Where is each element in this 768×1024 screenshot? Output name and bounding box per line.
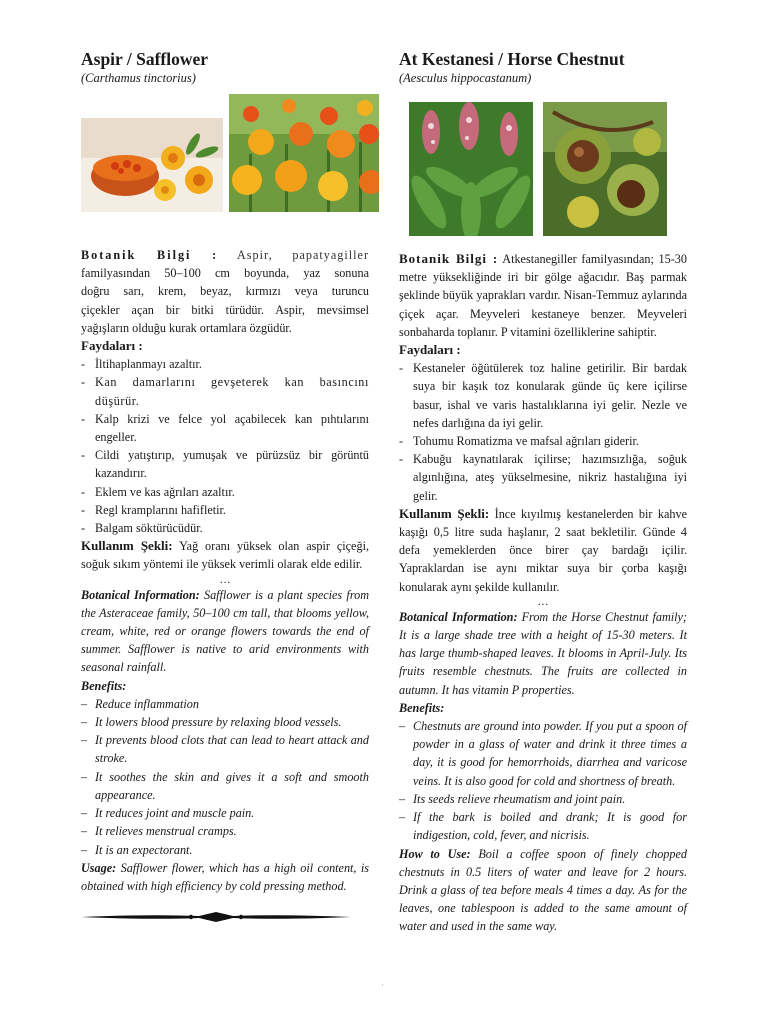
horse-chestnut-blossom-photo — [409, 102, 533, 236]
page-title-horse-chestnut: At Kestanesi / Horse Chestnut — [399, 49, 625, 69]
botanik-bilgi-paragraph — [399, 250, 687, 341]
botanical-information-paragraph — [399, 608, 687, 699]
latin-name-safflower: (Carthamus tinctorius) — [81, 71, 196, 85]
list-item: - Cildi yatıştırıp, yumuşak ve pürüzsüz bir görüntü kazandırır. — [81, 446, 369, 482]
list-item: – Its seeds relieve rheumatism and joint pain. — [399, 790, 687, 808]
list-item: - Eklem ve kas ağrıları azaltır. — [81, 483, 369, 501]
horse-chestnut-turkish-section — [399, 250, 687, 596]
info-text: Atkestanegiller familyasından; 15-30 metre yüksekliğinde iri bir gölge ağacıdır. Baş parmak şeklinde büyük yaprakları vardır. Nisan-Temmuz aylarında çiçek açar. Meyveleri kestaneye benzer. Meyveleri sonbaharda toplanır. P vitamini özelliklerine sahiptir. — [399, 252, 687, 339]
horse-chestnut-column — [399, 48, 687, 936]
list-item: - Kalp krizi ve felce yol açabilecek kan pıhtılarını engeller. — [81, 410, 369, 446]
list-item: – Reduce inflammation — [81, 695, 369, 713]
info-line-2: familyasından 50–100 cm boyunda, yaz sonuna — [81, 266, 369, 281]
list-item: – It prevents blood clots that can lead to heart attack and stroke. — [81, 731, 369, 767]
benefits-heading: Benefits: — [399, 700, 445, 715]
info-line-5: yağışların olduğu kurak ortamlara özgüdür. — [81, 320, 292, 335]
botanical-information-paragraph — [81, 586, 369, 677]
how-to-use-label: How to Use: — [399, 846, 471, 861]
botanical-information-text: Safflower is a plant species from the Asteraceae family, 50–100 cm tall, that blooms yellow, cream, white, red or orange flowers towards the end of summer. Safflower is native to arid environments with seasonal rainfall. — [81, 587, 370, 675]
list-item: – Chestnuts are ground into powder. If you put a spoon of powder in a glass of water and drink it three times a day, it is good for hemorrhoids, diarrhea and varicose veins. It is also good for cold and shortness of breath. — [399, 717, 687, 790]
usage-paragraph — [81, 537, 369, 573]
list-item: - Regl kramplarını hafifletir. — [81, 501, 369, 519]
safflower-turkish-section — [81, 246, 369, 574]
latin-name-horse-chestnut: (Aesculus hippocastanum) — [399, 71, 532, 85]
benefits-heading: Benefits: — [81, 678, 127, 693]
list-item: - Tohumu Romatizma ve mafsal ağrıları giderir. — [399, 432, 687, 450]
usage-text: Yağ oranı yüksek olan aspir çiçeği, soğuk sıkım yöntemi ile yüksek verimli olarak elde edilir. — [81, 539, 369, 572]
faydalari-list — [399, 359, 687, 505]
page-title-safflower: Aspir / Safflower — [81, 49, 209, 69]
list-item: - Balgam söktürücüdür. — [81, 519, 369, 537]
safflower-column — [81, 48, 369, 895]
faydalari-list — [81, 355, 369, 537]
page-mark: ' — [382, 984, 384, 990]
safflower-images — [81, 94, 369, 222]
list-item: - Kan damarlarını gevşeterek kan basıncını düşürür. — [81, 373, 369, 409]
botanik-bilgi-label: Botanik Bilgi : — [81, 248, 219, 262]
ornament-divider-icon — [81, 908, 351, 926]
list-item: – It lowers blood pressure by relaxing blood vessels. — [81, 713, 369, 731]
how-to-use-text: Boil a coffee spoon of finely chopped chestnuts in 0.5 liters of water and leave for 2 hours. Drink a glass of tea before meals 4 times a day. As for the leaves, one tablespoon is added to the same amount of water and used in the same way. — [399, 846, 687, 934]
safflower-petals-bowl-photo — [81, 118, 223, 212]
info-text: Aspir, papatyagiller — [237, 248, 369, 262]
list-item: – It relieves menstrual cramps. — [81, 822, 369, 840]
list-item: – It is an expectorant. — [81, 841, 369, 859]
kullanim-sekli-label: Kullanım Şekli: — [81, 538, 173, 554]
botanical-information-label: Botanical Information: — [81, 587, 200, 602]
info-line-1 — [81, 246, 369, 264]
botanical-information-text: From the Horse Chestnut family; It is a large shade tree with a height of 15-30 meters. It has large thumb-shaped leaves. It blooms in April-July. Its fruits resemble chestnuts. The fruits are collected in autumn. It has vitamin P properties. — [399, 609, 687, 697]
usage-paragraph — [399, 505, 687, 596]
benefits-list — [399, 717, 687, 844]
list-item: – It soothes the skin and gives it a soft and smooth appearance. — [81, 768, 369, 804]
safflower-english-section — [81, 586, 369, 895]
usage-en-text: Safflower flower, which has a high oil content, is obtained with high efficiency by cold pressing method. — [81, 860, 369, 893]
kullanim-sekli-label: Kullanım Şekli: — [399, 505, 490, 521]
usage-en-label: Usage: — [81, 860, 117, 875]
list-item: – If the bark is boiled and drank; It is good for indigestion, cold, fever, and nicrisis. — [399, 808, 687, 844]
usage-en-paragraph — [81, 859, 369, 895]
list-item: - Kabuğu kaynatılarak içilirse; hazımsızlığa, soğuk algınlığına, ateş yükselmesine, nikriz hastalığına iyi gelir. — [399, 450, 687, 505]
horse-chestnut-fruit-photo — [543, 102, 667, 236]
usage-text: İnce kıyılmış kestanelerden bir kahve kaşığı 0,5 litre suda haşlanır, 2 saat bekletilir. Günde 4 defa yemeklerden önce birer çay bardağı içilir. Yapraklardan ise aynı miktar suya bir çorba kaşığı konularak aynı şekilde kullanılır. — [399, 506, 688, 594]
list-item: - İltihaplanmayı azaltır. — [81, 355, 369, 373]
horse-chestnut-images — [399, 102, 687, 236]
how-to-use-paragraph — [399, 845, 687, 936]
faydalari-heading: Faydaları : — [81, 338, 143, 354]
horse-chestnut-english-section — [399, 608, 687, 936]
safflower-field-photo — [229, 94, 379, 212]
botanical-information-label: Botanical Information: — [399, 609, 518, 624]
faydalari-heading: Faydaları : — [399, 342, 461, 358]
info-line-3: doğru sarı, krem, beyaz, kırmızı veya turuncu — [81, 284, 369, 299]
info-line-4: çiçekler açan bir bitki türüdür. Aspir, mevsimsel — [81, 302, 369, 317]
list-item: - Kestaneler öğütülerek toz haline getirilir. Bir bardak suya bir kaşık toz konularak günde üç kere içilirse basur, ishal ve varis hastalıklarına iyi gelir. Nezle ve nefes darlığına da iyi gelir. — [399, 359, 687, 432]
list-item: – It reduces joint and muscle pain. — [81, 804, 369, 822]
section-divider: … — [219, 573, 231, 586]
section-divider: … — [537, 595, 549, 608]
botanik-bilgi-label: Botanik Bilgi : — [399, 251, 499, 266]
benefits-list — [81, 695, 369, 859]
